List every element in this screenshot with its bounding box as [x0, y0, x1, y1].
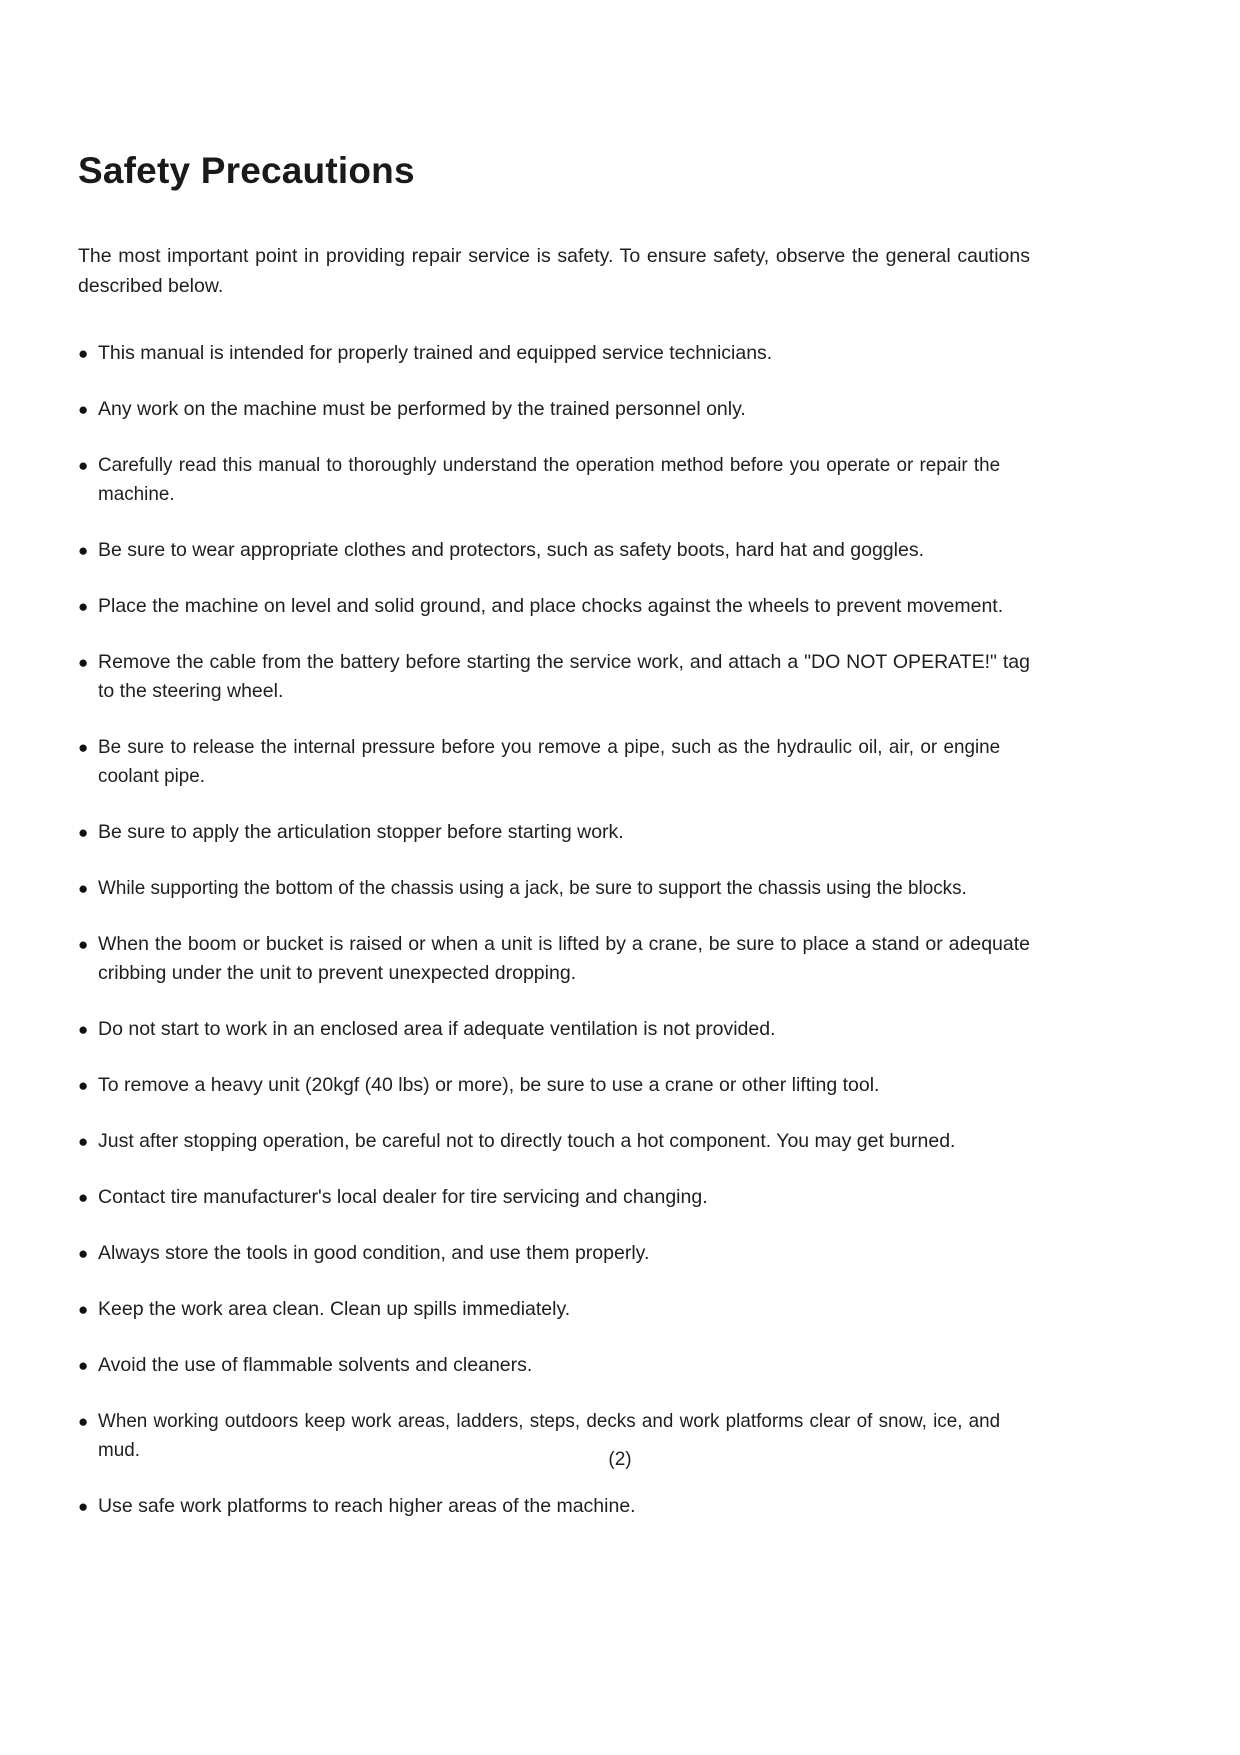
safety-precaution-list	[78, 339, 1030, 1521]
list-item-text: Use safe work platforms to reach higher areas of the machine.	[98, 1494, 636, 1517]
page-title: Safety Precautions	[78, 150, 415, 191]
list-item-text: When the boom or bucket is raised or when a unit is lifted by a crane, be sure to place a stand or adequate cribbing under the unit to prevent unexpected dropping.	[98, 932, 1030, 984]
list-item-text: Any work on the machine must be performed by the trained personnel only.	[98, 397, 746, 420]
list-item	[78, 818, 1030, 847]
filled-circle-bullet-icon: ●	[78, 399, 89, 419]
page-content	[78, 150, 1030, 1548]
list-item	[78, 451, 1030, 509]
list-item-text: Be sure to apply the articulation stopper before starting work.	[98, 820, 624, 843]
list-item-text: Avoid the use of flammable solvents and cleaners.	[98, 1353, 533, 1376]
filled-circle-bullet-icon: ●	[78, 1075, 89, 1095]
list-item	[78, 874, 1030, 903]
filled-circle-bullet-icon: ●	[78, 1355, 89, 1375]
list-item	[78, 1239, 1030, 1268]
list-item-text: Carefully read this manual to thoroughly understand the operation method before you operate or repair the machine.	[98, 453, 1001, 505]
list-item-text: Always store the tools in good condition, and use them properly.	[98, 1241, 650, 1264]
filled-circle-bullet-icon: ●	[78, 1496, 89, 1516]
filled-circle-bullet-icon: ●	[78, 1299, 89, 1319]
filled-circle-bullet-icon: ●	[78, 343, 89, 363]
list-item	[78, 1127, 1030, 1156]
list-item	[78, 592, 1030, 621]
list-item	[78, 536, 1030, 565]
page-number-footer: (2)	[608, 1449, 632, 1470]
filled-circle-bullet-icon: ●	[78, 934, 89, 954]
filled-circle-bullet-icon: ●	[78, 540, 89, 560]
list-item	[78, 648, 1030, 706]
list-item	[78, 1071, 1030, 1100]
list-item	[78, 930, 1030, 988]
list-item	[78, 733, 1030, 791]
list-item-text: When working outdoors keep work areas, ladders, steps, decks and work platforms clear of snow, ice, and mud.	[98, 1409, 1001, 1461]
list-item-text: Keep the work area clean. Clean up spills immediately.	[98, 1297, 571, 1320]
intro-paragraph: The most important point in providing repair service is safety. To ensure safety, observe the general cautions described below.	[78, 244, 1030, 297]
list-item	[78, 1015, 1030, 1044]
list-item	[78, 395, 1030, 424]
list-item	[78, 339, 1030, 368]
list-item-text: Remove the cable from the battery before starting the service work, and attach a "DO NOT OPERATE!" tag to the steering wheel.	[98, 650, 1030, 702]
filled-circle-bullet-icon: ●	[78, 596, 89, 616]
filled-circle-bullet-icon: ●	[78, 652, 89, 672]
list-item-text: While supporting the bottom of the chassis using a jack, be sure to support the chassis using the blocks.	[98, 876, 967, 899]
filled-circle-bullet-icon: ●	[78, 1131, 89, 1151]
list-item-text: To remove a heavy unit (20kgf (40 lbs) or more), be sure to use a crane or other lifting tool.	[98, 1073, 880, 1096]
filled-circle-bullet-icon: ●	[78, 737, 89, 757]
filled-circle-bullet-icon: ●	[78, 822, 89, 842]
list-item	[78, 1351, 1030, 1380]
filled-circle-bullet-icon: ●	[78, 1187, 89, 1207]
filled-circle-bullet-icon: ●	[78, 1019, 89, 1039]
filled-circle-bullet-icon: ●	[78, 878, 89, 898]
filled-circle-bullet-icon: ●	[78, 1243, 89, 1263]
list-item-text: Place the machine on level and solid ground, and place chocks against the wheels to prevent movement.	[98, 594, 1004, 617]
list-item-text: Just after stopping operation, be careful not to directly touch a hot component. You may get burned.	[98, 1129, 956, 1152]
list-item	[78, 1183, 1030, 1212]
filled-circle-bullet-icon: ●	[78, 1411, 89, 1431]
list-item-text: This manual is intended for properly trained and equipped service technicians.	[98, 341, 773, 364]
list-item	[78, 1295, 1030, 1324]
list-item-text: Contact tire manufacturer's local dealer for tire servicing and changing.	[98, 1185, 708, 1208]
list-item-text: Be sure to wear appropriate clothes and protectors, such as safety boots, hard hat and goggles.	[98, 538, 924, 561]
filled-circle-bullet-icon: ●	[78, 455, 89, 475]
list-item-text: Do not start to work in an enclosed area if adequate ventilation is not provided.	[98, 1017, 776, 1040]
list-item-text: Be sure to release the internal pressure before you remove a pipe, such as the hydraulic oil, air, or engine coolant pipe.	[98, 735, 1001, 787]
list-item	[78, 1492, 1030, 1521]
